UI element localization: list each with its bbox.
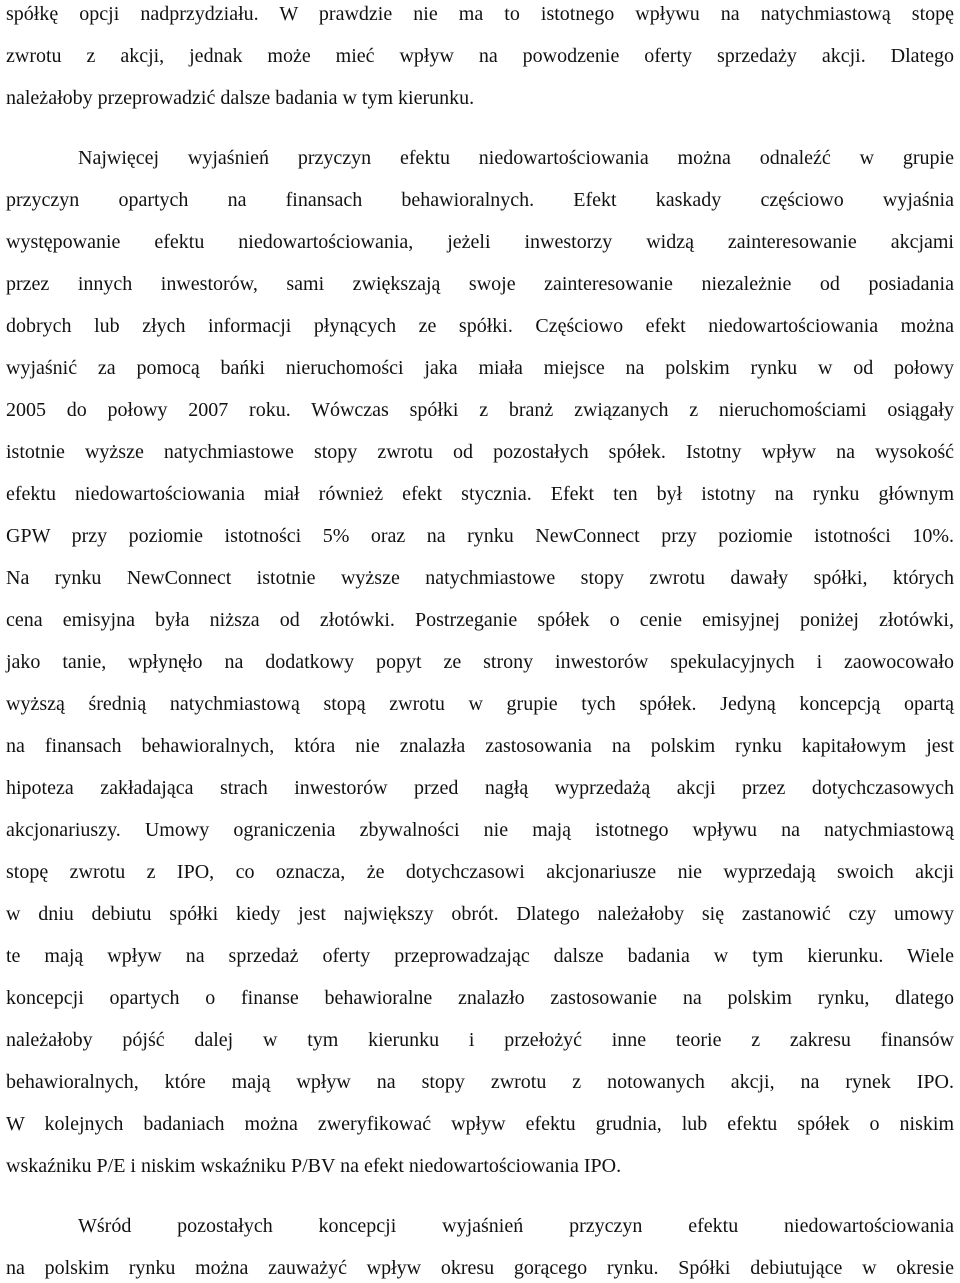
text-line: na polskim rynku można zauważyć wpływ okresu gorącego rynku. Spółki debiutujące w okresie — [6, 1257, 954, 1279]
text-line: wyższą średnią natychmiastową stopą zwrotu w grupie tych spółek. Jedyną koncepcją opartą — [6, 693, 954, 715]
text-line: przyczyn opartych na finansach behawioralnych. Efekt kaskady częściowo wyjaśnia — [6, 189, 954, 211]
text-line: istotnie wyższe natychmiastowe stopy zwrotu od pozostałych spółek. Istotny wpływ na wysokość — [6, 441, 954, 463]
text-line: akcjonariuszy. Umowy ograniczenia zbywalności nie mają istotnego wpływu na natychmiastową — [6, 819, 954, 841]
text-line: należałoby przeprowadzić dalsze badania w tym kierunku. — [6, 87, 475, 109]
text-line: wskaźniku P/E i niskim wskaźniku P/BV na efekt niedowartościowania IPO. — [6, 1155, 622, 1177]
text-line: przez innych inwestorów, sami zwiększają swoje zainteresowanie niezależnie od posiadania — [6, 273, 954, 295]
text-line: efektu niedowartościowania miał również efekt stycznia. Efekt ten był istotny na rynku głównym — [6, 483, 954, 505]
text-line: spółkę opcji nadprzydziału. W prawdzie nie ma to istotnego wpływu na natychmiastową stopę — [6, 3, 954, 25]
text-line: w dniu debiutu spółki kiedy jest największy obrót. Dlatego należałoby się zastanowić czy umowy — [6, 903, 954, 925]
text-line: W kolejnych badaniach można zweryfikować wpływ efektu grudnia, lub efektu spółek o niskim — [6, 1113, 954, 1135]
text-line: behawioralnych, które mają wpływ na stopy zwrotu z notowanych akcji, na rynek IPO. — [6, 1071, 954, 1093]
text-line: wyjaśnić za pomocą bańki nieruchomości jaka miała miejsce na polskim rynku w od połowy — [6, 357, 954, 379]
text-line: występowanie efektu niedowartościowania, jeżeli inwestorzy widzą zainteresowanie akcjami — [6, 231, 954, 253]
text-line: cena emisyjna była niższa od złotówki. Postrzeganie spółek o cenie emisyjnej poniżej złotówki, — [6, 609, 954, 631]
text-line: 2005 do połowy 2007 roku. Wówczas spółki z branż związanych z nieruchomościami osiągały — [6, 399, 954, 421]
text-line: zwrotu z akcji, jednak może mieć wpływ na powodzenie oferty sprzedaży akcji. Dlatego — [6, 45, 954, 67]
text-line: hipoteza zakładająca strach inwestorów przed nagłą wyprzedażą akcji przez dotychczasowych — [6, 777, 954, 799]
text-line: GPW przy poziomie istotności 5% oraz na rynku NewConnect przy poziomie istotności 10%. — [6, 525, 954, 547]
text-line: Wśród pozostałych koncepcji wyjaśnień przyczyn efektu niedowartościowania — [78, 1215, 954, 1237]
text-line: na finansach behawioralnych, która nie znalazła zastosowania na polskim rynku kapitałowym jest — [6, 735, 954, 757]
text-line: koncepcji opartych o finanse behawioralne znalazło zastosowanie na polskim rynku, dlatego — [6, 987, 954, 1009]
text-line: Na rynku NewConnect istotnie wyższe natychmiastowe stopy zwrotu dawały spółki, których — [6, 567, 954, 589]
text-line: Najwięcej wyjaśnień przyczyn efektu niedowartościowania można odnaleźć w grupie — [78, 147, 954, 169]
text-line: stopę zwrotu z IPO, co oznacza, że dotychczasowi akcjonariusze nie wyprzedają swoich akcji — [6, 861, 954, 883]
text-line: te mają wpływ na sprzedaż oferty przeprowadzając dalsze badania w tym kierunku. Wiele — [6, 945, 954, 967]
text-line: należałoby pójść dalej w tym kierunku i przełożyć inne teorie z zakresu finansów — [6, 1029, 954, 1051]
text-line: dobrych lub złych informacji płynących ze spółki. Częściowo efekt niedowartościowania można — [6, 315, 954, 337]
text-line: jako tanie, wpłynęło na dodatkowy popyt ze strony inwestorów spekulacyjnych i zaowocowało — [6, 651, 954, 673]
